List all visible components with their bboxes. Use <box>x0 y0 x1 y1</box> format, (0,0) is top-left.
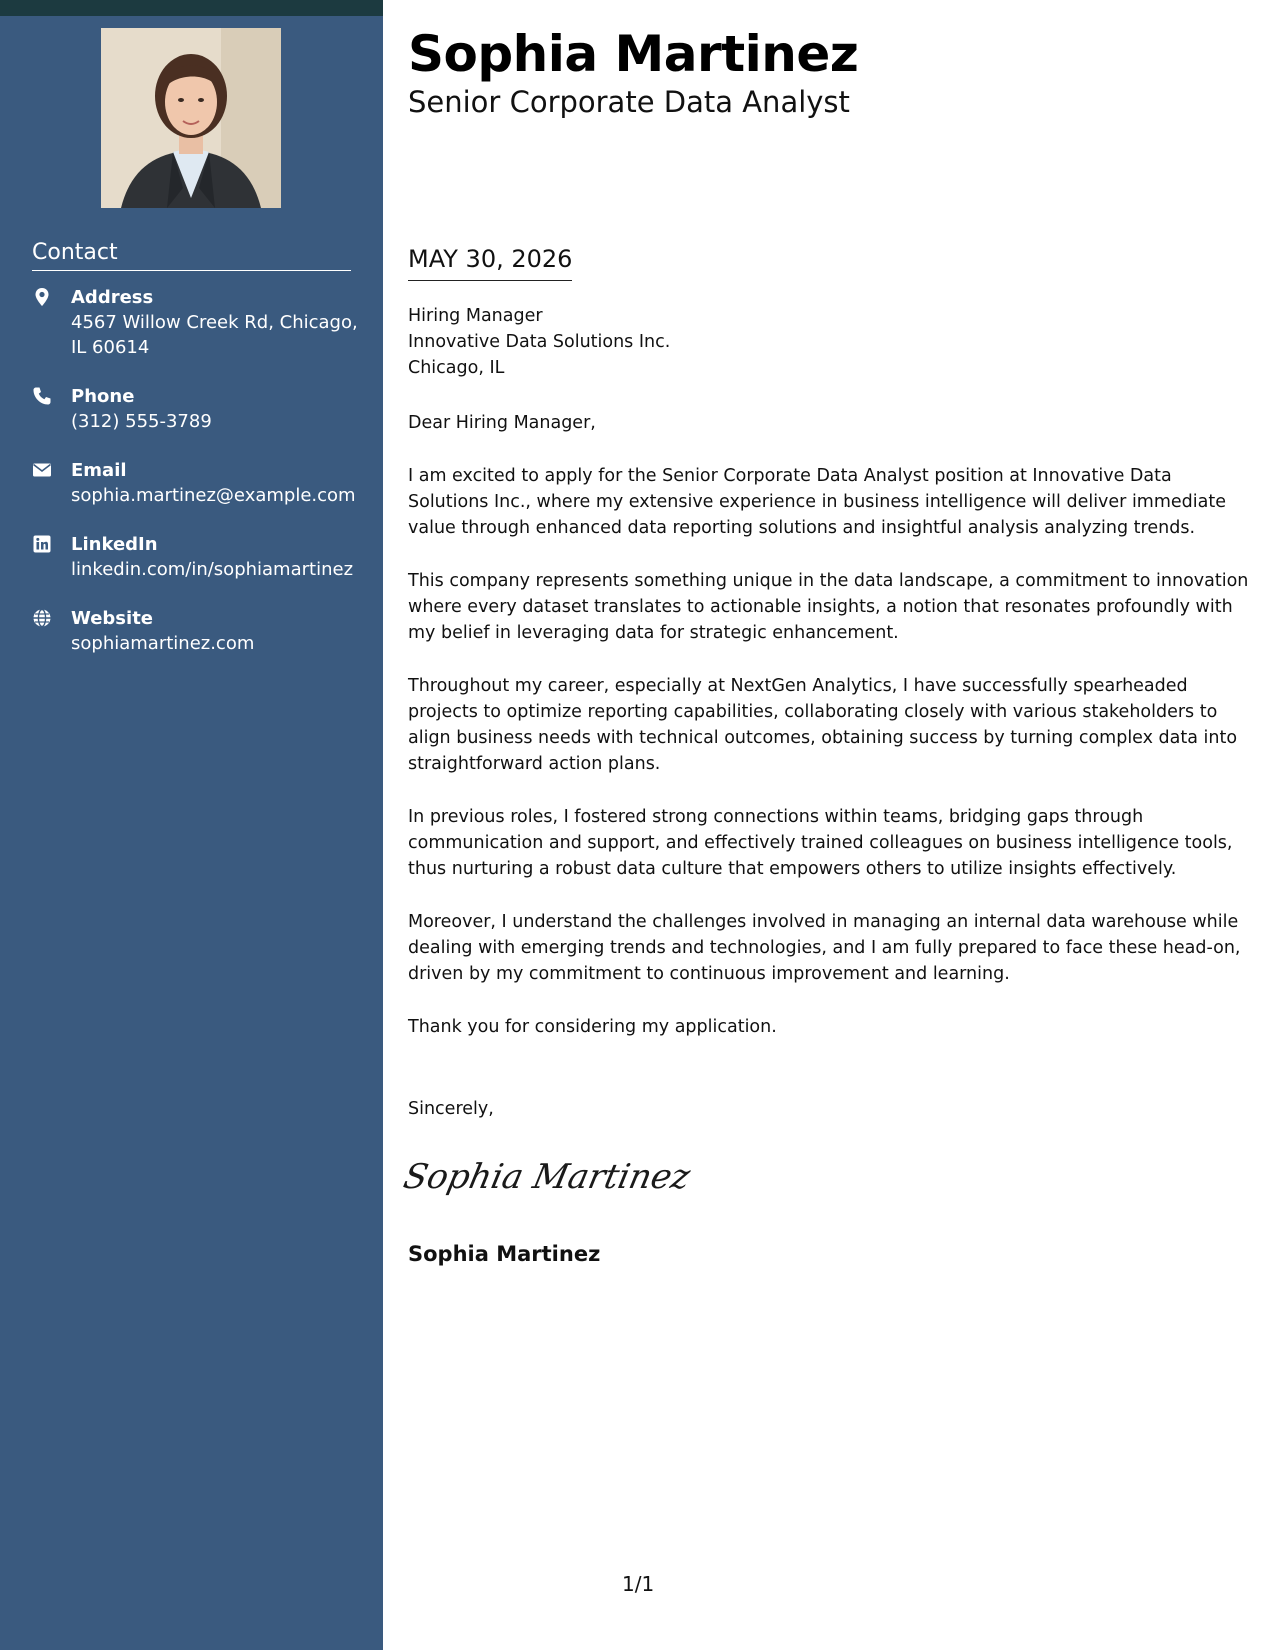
body-paragraph: This company represents something unique in the data landscape, a commitment to innovation where every dataset translates to actionable insights, a notion that resonates profoundly with my belief in leveraging data for strategic enhancement. <box>408 571 1249 643</box>
contact-label: LinkedIn <box>71 534 158 555</box>
body-paragraph: In previous roles, I fostered strong connections within teams, bridging gaps through communication and support, and effectively trained colleagues on business intelligence tools, thus nurturing a robust data culture that empowers others to utilize insights effectively. <box>408 807 1233 879</box>
sidebar-top-bar <box>0 0 383 16</box>
recipient-block <box>408 303 670 381</box>
contact-value: 4567 Willow Creek Rd, Chicago, <box>71 312 358 333</box>
globe-icon <box>32 608 52 628</box>
contact-heading: Contact <box>32 240 351 271</box>
applicant-title: Senior Corporate Data Analyst <box>408 85 850 119</box>
thanks-line: Thank you for considering my application. <box>408 1017 777 1037</box>
linkedin-icon <box>32 534 52 554</box>
contact-linkedin <box>32 533 362 582</box>
contact-list <box>32 286 362 681</box>
phone-icon <box>32 386 52 406</box>
letter-date: MAY 30, 2026 <box>408 244 572 281</box>
contact-email <box>32 459 362 508</box>
recipient-line: Innovative Data Solutions Inc. <box>408 332 671 352</box>
signature-image <box>400 1150 694 1202</box>
handwritten-signature <box>400 1150 694 1202</box>
contact-website <box>32 607 362 656</box>
closing: Sincerely, <box>408 1099 494 1119</box>
svg-text:Sophia Martinez: Sophia Martinez <box>400 1157 694 1197</box>
letter-main <box>400 0 1253 1650</box>
contact-address <box>32 286 362 360</box>
contact-value: (312) 555-3789 <box>71 411 212 432</box>
contact-label: Website <box>71 608 154 629</box>
letter-body <box>408 410 1253 1067</box>
contact-value-line-2: IL 60614 <box>71 337 150 358</box>
page-number: 1/1 <box>622 1572 655 1596</box>
recipient-line: Chicago, IL <box>408 358 505 378</box>
body-paragraph: Throughout my career, especially at NextGen Analytics, I have successfully spearheaded projects to optimize reporting capabilities, collaborating closely with various stakeholders to align business needs with technical outcomes, obtaining success by turning complex data into straightforward action plans. <box>408 676 1238 774</box>
contact-label: Phone <box>71 386 135 407</box>
contact-value: sophiamartinez.com <box>71 633 255 654</box>
map-pin-icon <box>32 287 52 307</box>
contact-label: Email <box>71 460 127 481</box>
body-paragraph: Moreover, I understand the challenges involved in managing an internal data warehouse while dealing with emerging trends and technologies, and I am fully prepared to face these head-on, driven by my commitment to continuous improvement and learning. <box>408 912 1241 984</box>
contact-value: linkedin.com/in/sophiamartinez <box>71 559 354 580</box>
signer-name: Sophia Martinez <box>408 1242 601 1266</box>
recipient-line: Hiring Manager <box>408 306 543 326</box>
avatar <box>101 28 281 208</box>
body-paragraph: I am excited to apply for the Senior Corporate Data Analyst position at Innovative Data Solutions Inc., where my extensive experience in business intelligence will deliver immediate value through enhanced data reporting solutions and insightful analysis analyzing trends. <box>408 466 1226 538</box>
contact-value: sophia.martinez@example.com <box>71 485 356 506</box>
sidebar <box>0 0 383 1650</box>
contact-label: Address <box>71 287 154 308</box>
salutation: Dear Hiring Manager, <box>408 413 596 433</box>
applicant-name: Sophia Martinez <box>408 25 859 83</box>
envelope-icon <box>32 460 52 480</box>
avatar-image <box>101 28 281 208</box>
contact-phone <box>32 385 362 434</box>
